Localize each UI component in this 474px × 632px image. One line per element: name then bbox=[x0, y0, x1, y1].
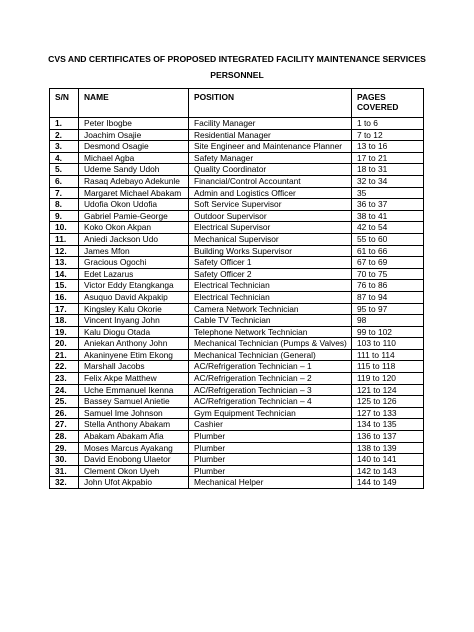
table-row bbox=[50, 419, 424, 431]
cell-pages: 119 to 120 bbox=[352, 373, 424, 385]
cell-name: Clement Okon Uyeh bbox=[79, 465, 189, 477]
cell-position: Building Works Supervisor bbox=[189, 245, 352, 257]
cell-name: Peter Ibogbe bbox=[79, 118, 189, 130]
cell-sn: 2. bbox=[50, 129, 79, 141]
header-name: NAME bbox=[79, 89, 189, 118]
cell-position: Electrical Technician bbox=[189, 280, 352, 292]
cell-name: Samuel Ime Johnson bbox=[79, 407, 189, 419]
cell-pages: 38 to 41 bbox=[352, 210, 424, 222]
table-row bbox=[50, 152, 424, 164]
cell-position: Facility Manager bbox=[189, 118, 352, 130]
header-position: POSITION bbox=[189, 89, 352, 118]
cell-sn: 19. bbox=[50, 326, 79, 338]
table-row bbox=[50, 442, 424, 454]
cell-sn: 23. bbox=[50, 373, 79, 385]
cell-position: Mechanical Technician (General) bbox=[189, 349, 352, 361]
header-pages bbox=[352, 89, 424, 118]
cell-position: Cable TV Technician bbox=[189, 315, 352, 327]
table-header-row bbox=[50, 89, 424, 118]
cell-pages: 115 to 118 bbox=[352, 361, 424, 373]
cell-name: Margaret Michael Abakam bbox=[79, 187, 189, 199]
header-sn: S/N bbox=[50, 89, 79, 118]
cell-name: Gracious Ogochi bbox=[79, 257, 189, 269]
cell-pages: 142 to 143 bbox=[352, 465, 424, 477]
cell-name: John Ufot Akpabio bbox=[79, 477, 189, 489]
cell-pages: 99 to 102 bbox=[352, 326, 424, 338]
table-body bbox=[50, 118, 424, 489]
table-row bbox=[50, 210, 424, 222]
table-row bbox=[50, 454, 424, 466]
cell-sn: 22. bbox=[50, 361, 79, 373]
table-row bbox=[50, 268, 424, 280]
cell-position: Safety Officer 2 bbox=[189, 268, 352, 280]
cell-position: Plumber bbox=[189, 442, 352, 454]
document-title bbox=[40, 51, 434, 83]
table-row bbox=[50, 280, 424, 292]
cell-pages: 70 to 75 bbox=[352, 268, 424, 280]
cell-position: AC/Refrigeration Technician – 4 bbox=[189, 396, 352, 408]
cell-pages: 138 to 139 bbox=[352, 442, 424, 454]
cell-position: AC/Refrigeration Technician – 3 bbox=[189, 384, 352, 396]
cell-sn: 8. bbox=[50, 199, 79, 211]
cell-name: Uche Emmanuel Ikenna bbox=[79, 384, 189, 396]
cell-position: Admin and Logistics Officer bbox=[189, 187, 352, 199]
cell-name: Joachim Osajie bbox=[79, 129, 189, 141]
title-line-1: CVS AND CERTIFICATES OF PROPOSED INTEGRATED FACILITY MAINTENANCE SERVICES bbox=[48, 54, 426, 64]
cell-position: AC/Refrigeration Technician – 1 bbox=[189, 361, 352, 373]
cell-position: Mechanical Helper bbox=[189, 477, 352, 489]
cell-position: Camera Network Technician bbox=[189, 303, 352, 315]
cell-pages: 95 to 97 bbox=[352, 303, 424, 315]
cell-name: Edet Lazarus bbox=[79, 268, 189, 280]
table-row bbox=[50, 465, 424, 477]
cell-position: Mechanical Supervisor bbox=[189, 233, 352, 245]
cell-name: Rasaq Adebayo Adekunle bbox=[79, 175, 189, 187]
table-row bbox=[50, 222, 424, 234]
cell-sn: 32. bbox=[50, 477, 79, 489]
cell-sn: 6. bbox=[50, 175, 79, 187]
cell-pages: 140 to 141 bbox=[352, 454, 424, 466]
table-row bbox=[50, 384, 424, 396]
cell-sn: 11. bbox=[50, 233, 79, 245]
cell-position: Gym Equipment Technician bbox=[189, 407, 352, 419]
cell-sn: 30. bbox=[50, 454, 79, 466]
cell-name: Abakam Abakam Afia bbox=[79, 431, 189, 443]
table-row bbox=[50, 373, 424, 385]
cell-name: Bassey Samuel Anietie bbox=[79, 396, 189, 408]
cell-position: Electrical Technician bbox=[189, 291, 352, 303]
table-row bbox=[50, 407, 424, 419]
cell-name: James Mfon bbox=[79, 245, 189, 257]
cell-name: Akaninyene Etim Ekong bbox=[79, 349, 189, 361]
cell-name: Kingsley Kalu Okorie bbox=[79, 303, 189, 315]
cell-name: Marshall Jacobs bbox=[79, 361, 189, 373]
table-row bbox=[50, 349, 424, 361]
cell-pages: 55 to 60 bbox=[352, 233, 424, 245]
cell-sn: 12. bbox=[50, 245, 79, 257]
cell-sn: 31. bbox=[50, 465, 79, 477]
cell-sn: 15. bbox=[50, 280, 79, 292]
table-row bbox=[50, 431, 424, 443]
cell-name: Felix Akpe Matthew bbox=[79, 373, 189, 385]
cell-name: Aniekan Anthony John bbox=[79, 338, 189, 350]
cell-position: Safety Officer 1 bbox=[189, 257, 352, 269]
cell-position: Site Engineer and Maintenance Planner bbox=[189, 141, 352, 153]
cell-pages: 127 to 133 bbox=[352, 407, 424, 419]
cell-position: Plumber bbox=[189, 454, 352, 466]
cell-position: Electrical Supervisor bbox=[189, 222, 352, 234]
cell-position: Plumber bbox=[189, 465, 352, 477]
table-row bbox=[50, 164, 424, 176]
cell-sn: 21. bbox=[50, 349, 79, 361]
cell-pages: 134 to 135 bbox=[352, 419, 424, 431]
cell-position: Telephone Network Technician bbox=[189, 326, 352, 338]
cell-pages: 7 to 12 bbox=[352, 129, 424, 141]
cell-position: Mechanical Technician (Pumps & Valves) bbox=[189, 338, 352, 350]
cell-name: Gabriel Pamie-George bbox=[79, 210, 189, 222]
cell-position: Plumber bbox=[189, 431, 352, 443]
cell-name: Vincent Inyang John bbox=[79, 315, 189, 327]
cell-name: Koko Okon Akpan bbox=[79, 222, 189, 234]
cell-pages: 144 to 149 bbox=[352, 477, 424, 489]
cell-name: David Enobong Ulaetor bbox=[79, 454, 189, 466]
cell-position: Soft Service Supervisor bbox=[189, 199, 352, 211]
table-row bbox=[50, 129, 424, 141]
cell-pages: 111 to 114 bbox=[352, 349, 424, 361]
table-row bbox=[50, 187, 424, 199]
cell-position: Outdoor Supervisor bbox=[189, 210, 352, 222]
cell-pages: 35 bbox=[352, 187, 424, 199]
cell-sn: 13. bbox=[50, 257, 79, 269]
cell-sn: 28. bbox=[50, 431, 79, 443]
cell-name: Asuquo David Akpakip bbox=[79, 291, 189, 303]
cell-pages: 136 to 137 bbox=[352, 431, 424, 443]
cell-pages: 42 to 54 bbox=[352, 222, 424, 234]
cell-sn: 25. bbox=[50, 396, 79, 408]
cell-sn: 24. bbox=[50, 384, 79, 396]
table-row bbox=[50, 199, 424, 211]
table-row bbox=[50, 361, 424, 373]
table-row bbox=[50, 118, 424, 130]
cell-sn: 16. bbox=[50, 291, 79, 303]
cell-position: AC/Refrigeration Technician – 2 bbox=[189, 373, 352, 385]
cell-pages: 18 to 31 bbox=[352, 164, 424, 176]
cell-pages: 17 to 21 bbox=[352, 152, 424, 164]
table-row bbox=[50, 477, 424, 489]
cell-position: Safety Manager bbox=[189, 152, 352, 164]
cell-name: Moses Marcus Ayakang bbox=[79, 442, 189, 454]
cell-sn: 7. bbox=[50, 187, 79, 199]
cell-sn: 3. bbox=[50, 141, 79, 153]
personnel-table bbox=[49, 88, 424, 489]
table-row bbox=[50, 326, 424, 338]
cell-pages: 67 to 69 bbox=[352, 257, 424, 269]
table-row bbox=[50, 141, 424, 153]
cell-pages: 98 bbox=[352, 315, 424, 327]
table-row bbox=[50, 303, 424, 315]
cell-sn: 1. bbox=[50, 118, 79, 130]
cell-sn: 17. bbox=[50, 303, 79, 315]
cell-sn: 14. bbox=[50, 268, 79, 280]
cell-name: Aniedi Jackson Udo bbox=[79, 233, 189, 245]
cell-name: Udeme Sandy Udoh bbox=[79, 164, 189, 176]
cell-name: Stella Anthony Abakam bbox=[79, 419, 189, 431]
cell-sn: 20. bbox=[50, 338, 79, 350]
cell-pages: 125 to 126 bbox=[352, 396, 424, 408]
cell-pages: 87 to 94 bbox=[352, 291, 424, 303]
cell-sn: 5. bbox=[50, 164, 79, 176]
cell-pages: 103 to 110 bbox=[352, 338, 424, 350]
cell-sn: 9. bbox=[50, 210, 79, 222]
cell-pages: 61 to 66 bbox=[352, 245, 424, 257]
cell-position: Cashier bbox=[189, 419, 352, 431]
cell-name: Udofia Okon Udofia bbox=[79, 199, 189, 211]
table-row bbox=[50, 245, 424, 257]
table-row bbox=[50, 175, 424, 187]
title-line-2: PERSONNEL bbox=[210, 70, 264, 80]
cell-pages: 13 to 16 bbox=[352, 141, 424, 153]
cell-pages: 121 to 124 bbox=[352, 384, 424, 396]
header-pages-line-1: PAGES bbox=[357, 92, 386, 102]
cell-name: Victor Eddy Etangkanga bbox=[79, 280, 189, 292]
table-row bbox=[50, 338, 424, 350]
cell-name: Michael Agba bbox=[79, 152, 189, 164]
table-row bbox=[50, 396, 424, 408]
table-row bbox=[50, 291, 424, 303]
cell-pages: 1 to 6 bbox=[352, 118, 424, 130]
cell-pages: 36 to 37 bbox=[352, 199, 424, 211]
cell-pages: 76 to 86 bbox=[352, 280, 424, 292]
cell-sn: 27. bbox=[50, 419, 79, 431]
cell-sn: 26. bbox=[50, 407, 79, 419]
table-row bbox=[50, 233, 424, 245]
cell-name: Kalu Diogu Otada bbox=[79, 326, 189, 338]
cell-position: Financial/Control Accountant bbox=[189, 175, 352, 187]
cell-pages: 32 to 34 bbox=[352, 175, 424, 187]
cell-sn: 18. bbox=[50, 315, 79, 327]
header-pages-line-2: COVERED bbox=[357, 102, 399, 112]
cell-position: Residential Manager bbox=[189, 129, 352, 141]
cell-sn: 4. bbox=[50, 152, 79, 164]
cell-sn: 10. bbox=[50, 222, 79, 234]
cell-sn: 29. bbox=[50, 442, 79, 454]
table-row bbox=[50, 257, 424, 269]
table-row bbox=[50, 315, 424, 327]
cell-position: Quality Coordinator bbox=[189, 164, 352, 176]
cell-name: Desmond Osagie bbox=[79, 141, 189, 153]
